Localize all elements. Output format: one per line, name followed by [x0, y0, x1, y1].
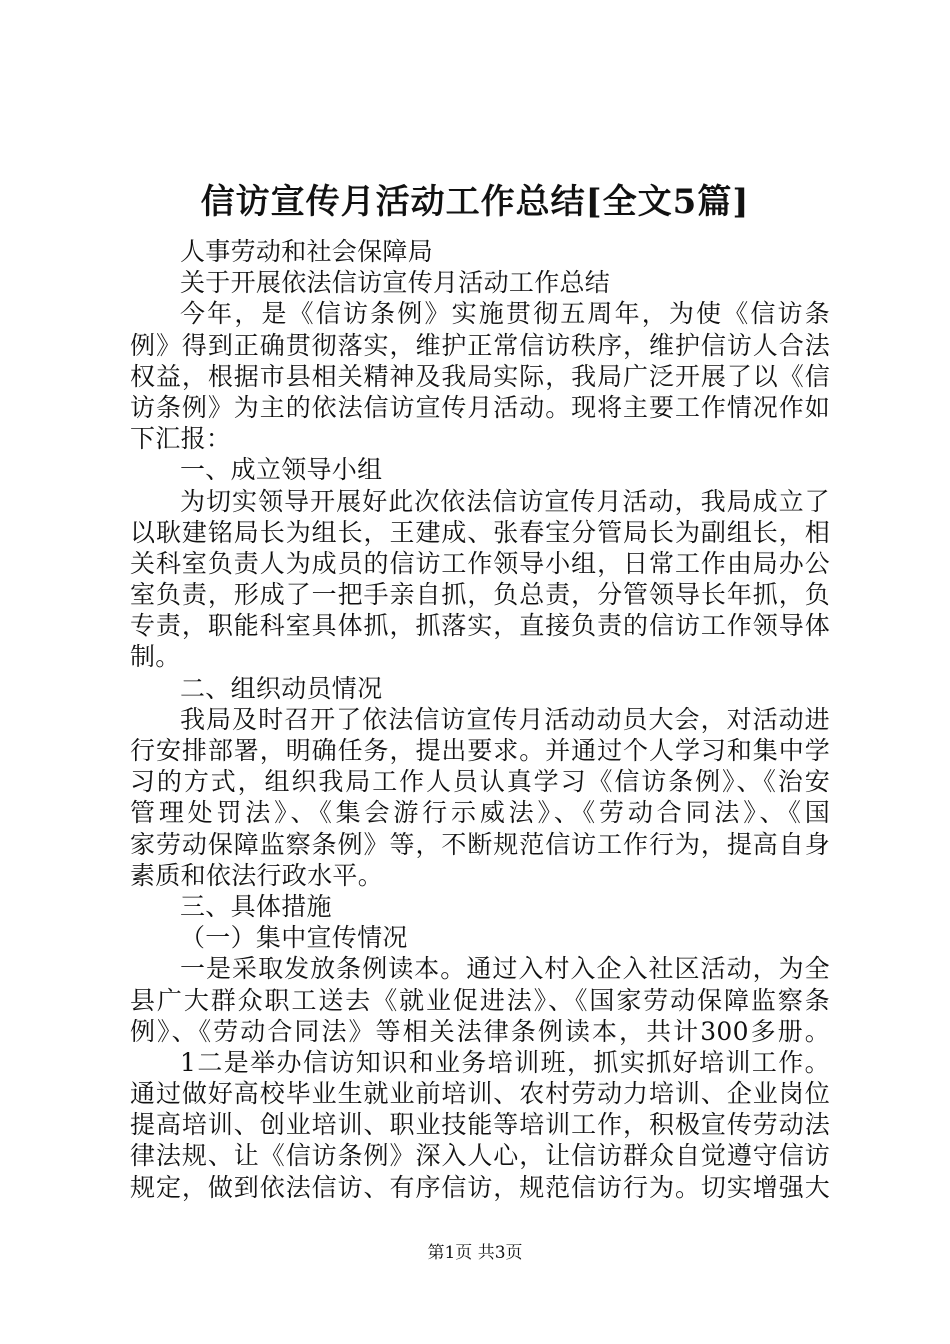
text-line: 1二是举办信访知识和业务培训班，抓实抓好培训工作。: [180, 1047, 830, 1077]
text-line: 今年，是《信访条例》实施贯彻五周年，为使《信访条: [180, 299, 830, 329]
text-line: 制。: [130, 642, 181, 672]
text-line: 县广大群众职工送去《就业促进法》、《国家劳动保障监察条: [130, 985, 830, 1015]
text-line: 访条例》为主的依法信访宣传月活动。现将主要工作情况作如: [130, 392, 830, 422]
section-heading: 三、具体措施: [180, 891, 332, 921]
text-line: 提高培训、创业培训、职业技能等培训工作，积极宣传劳动法: [130, 1110, 830, 1140]
text-line: 例》、《劳动合同法》等相关法律条例读本，共计300多册。: [130, 1016, 830, 1046]
section-heading: 二、组织动员情况: [180, 673, 383, 703]
text-line: 素质和依法行政水平。: [130, 860, 384, 890]
text-line: 通过做好高校毕业生就业前培训、农村劳动力培训、企业岗位: [130, 1079, 830, 1109]
text-line: 习的方式，组织我局工作人员认真学习《信访条例》、《治安: [130, 767, 830, 797]
text-line: 关科室负责人为成员的信访工作领导小组，日常工作由局办公: [130, 548, 830, 578]
text-line: 行安排部署，明确任务，提出要求。并通过个人学习和集中学: [130, 736, 830, 765]
text-line: 规定，做到依法信访、有序信访，规范信访行为。切实增强大: [130, 1172, 830, 1202]
text-line: 家劳动保障监察条例》等，不断规范信访工作行为，提高自身: [130, 829, 830, 859]
text-line: 为切实领导开展好此次依法信访宣传月活动，我局成立了: [180, 486, 830, 516]
text-line: 室负责，形成了一把手亲自抓，负总责，分管领导长年抓，负: [130, 580, 830, 610]
text-line: 管理处罚法》、《集会游行示威法》、《劳动合同法》、《国: [130, 798, 830, 828]
text-line: 以耿建铭局长为组长，王建成、张春宝分管局长为副组长，相: [130, 517, 830, 547]
document-body: [130, 236, 830, 1203]
text-line: 一是采取发放条例读本。通过入村入企入社区活动，为全: [180, 954, 830, 984]
page-number-footer: 第1页 共3页: [427, 1243, 523, 1263]
subsection-heading: （一）集中宣传情况: [180, 923, 408, 953]
text-line: 例》得到正确贯彻落实，维护正常信访秩序，维护信访人合法: [130, 330, 830, 360]
section-heading: 一、成立领导小组: [180, 455, 383, 485]
text-line: 下汇报：: [130, 424, 232, 454]
text-line: 人事劳动和社会保障局: [180, 237, 434, 266]
text-line: 关于开展依法信访宣传月活动工作总结: [180, 268, 611, 298]
text-line: 权益，根据市县相关精神及我局实际，我局广泛开展了以《信: [130, 361, 830, 391]
text-line: 专责，职能科室具体抓，抓落实，直接负责的信访工作领导体: [130, 611, 830, 641]
document-title: 信访宣传月活动工作总结[全文5篇]: [200, 182, 750, 222]
text-line: 我局及时召开了依法信访宣传月活动动员大会，对活动进: [180, 704, 830, 734]
text-line: 律法规、让《信访条例》深入人心，让信访群众自觉遵守信访: [130, 1141, 830, 1171]
